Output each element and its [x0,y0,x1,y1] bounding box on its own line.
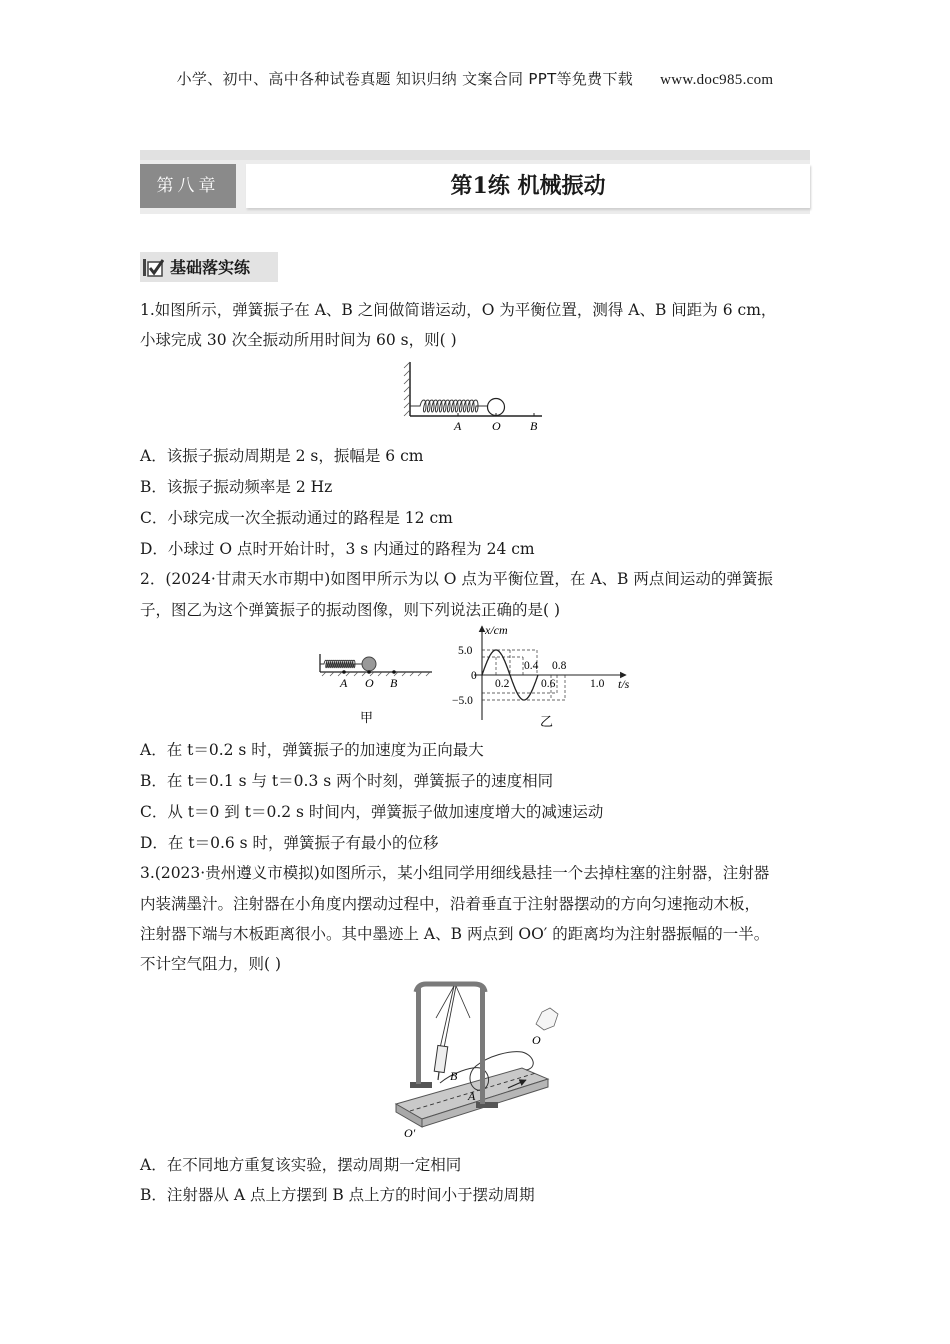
banner-text: 小学、初中、高中各种试卷真题 知识归纳 文案合同 PPT等免费下载 [176,70,634,88]
q2-option-a: A．在 t＝0.2 s 时，弹簧振子的加速度为正向最大 [140,741,484,759]
checkmark-icon [142,256,164,278]
q2-label-a: A [340,676,348,690]
chapter-tag: 第八章 [140,164,236,208]
q3-stem-line2: 内装满墨汁。注射器在小角度内摆动过程中，沿着垂直于注射器摆动的方向匀速拖动木板， [140,895,761,913]
q3-stem-line1: 3.(2023·贵州遵义市模拟)如图所示，某小组同学用细线悬挂一个去掉柱塞的注射器，注射器 [140,864,770,882]
section-header [140,252,278,282]
q2-graph [446,620,646,732]
q3-stem-line4: 不计空气阻力，则( ) [140,955,282,973]
q1-stem-line2: 小球完成 30 次全振动所用时间为 60 s，则( ) [140,331,457,349]
q1-option-b: B．该振子振动频率是 2 Hz [140,478,333,496]
q3-label-a: A [468,1089,476,1103]
q3-label-b: B [450,1069,458,1083]
q2-y-tick-zero: 0 [471,670,477,682]
q2-caption-jia: 甲 [360,710,374,725]
top-banner [0,68,950,89]
q1-label-b: B [530,419,538,433]
q3-label-o-prime: O′ [404,1126,416,1140]
q3-frame-left-post [416,988,421,1084]
q3-syringe [434,1045,448,1072]
q3-option-b: B．注射器从 A 点上方摆到 B 点上方的时间小于摆动周期 [140,1186,535,1204]
q3-stem-line3: 注射器下端与木板距离很小。其中墨迹上 A、B 两点到 OO′ 的距离均为注射器振幅的一半。 [140,925,770,943]
q2-stem-line1: 2．(2024·甘肃天水市期中)如图甲所示为以 O 点为平衡位置，在 A、B 两点间运动的弹簧振 [140,570,773,588]
q2-x-axis-label: t/s [618,677,630,691]
q3-option-a: A．在不同地方重复该实验，摆动周期一定相同 [140,1156,462,1174]
q3-hand-icon [536,1008,558,1030]
q1-spring-figure [402,356,552,436]
q3-pendulum-figure [392,978,568,1148]
q2-y-axis-label: x/cm [485,623,508,637]
q2-x-tick-0.6: 0.6 [541,678,556,690]
q2-option-d: D．在 t＝0.6 s 时，弹簧振子有最小的位移 [140,834,439,852]
q1-ball [488,399,505,416]
q2-x-tick-0.2: 0.2 [495,678,510,690]
section-title: 基础落实练 [170,258,251,277]
q1-option-c: C．小球完成一次全振动通过的路程是 12 cm [140,509,453,527]
q2-y-tick-bottom: −5.0 [452,695,473,707]
q2-option-b: B．在 t＝0.1 s 与 t＝0.3 s 两个时刻，弹簧振子的速度相同 [140,772,554,790]
q1-stem-line1: 1.如图所示，弹簧振子在 A、B 之间做简谐运动，O 为平衡位置，测得 A、B 间距为 6 cm， [140,301,777,319]
title-box [246,164,810,208]
q1-label-o: O [492,419,501,433]
q2-x-tick-1.0: 1.0 [590,678,605,690]
banner-url[interactable]: www.doc985.com [660,72,774,88]
q2-caption-yi: 乙 [540,714,554,729]
q1-option-a: A．该振子振动周期是 2 s，振幅是 6 cm [140,447,424,465]
q3-frame-top [416,984,485,992]
q2-option-c: C．从 t＝0 到 t＝0.2 s 时间内，弹簧振子做加速度增大的减速运动 [140,803,604,821]
q2-label-o: O [365,676,374,690]
q1-spring [410,400,488,412]
q1-wall-hatch [404,362,410,416]
q2-label-b: B [390,676,398,690]
page-title: 第1练 机械振动 [450,173,606,199]
q2-stem-line2: 子，图乙为这个弹簧振子的振动图像，则下列说法正确的是( ) [140,601,561,619]
q3-frame-right-post [480,988,485,1104]
title-stripe [140,150,810,160]
title-bar [140,150,810,214]
q1-option-d: D．小球过 O 点时开始计时，3 s 内通过的路程为 24 cm [140,540,535,558]
q1-label-a: A [454,419,462,433]
q3-label-o: O [532,1033,541,1047]
q2-x-tick-0.8: 0.8 [552,660,567,672]
q2-y-tick-top: 5.0 [458,645,473,657]
q2-spring-figure [314,646,436,728]
q2-x-tick-0.4: 0.4 [524,660,539,672]
